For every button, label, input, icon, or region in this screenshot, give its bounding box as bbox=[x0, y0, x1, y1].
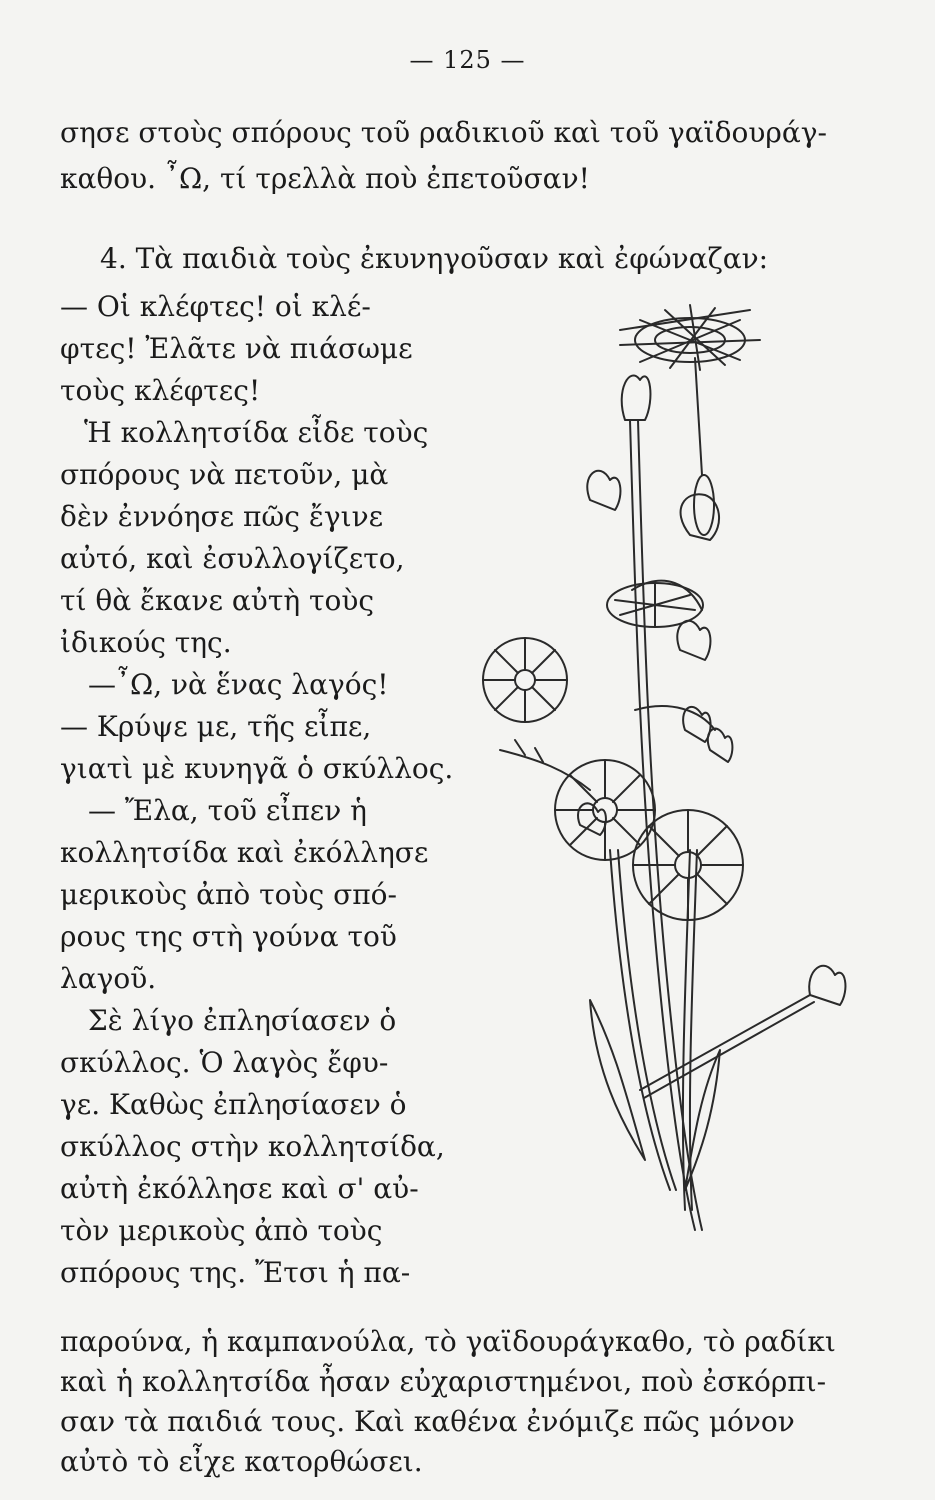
column-line: γε. Καθὼς ἐπλησίασεν ὁ bbox=[60, 1088, 407, 1121]
numbered-paragraph-line: 4. Τὰ παιδιὰ τοὺς ἐκυνηγοῦσαν καὶ ἐφώναζαν: bbox=[100, 242, 769, 275]
text-column bbox=[60, 286, 454, 1294]
chicory-plant-illustration bbox=[440, 290, 920, 1250]
column-line: κολλητσίδα καὶ ἐκόλλησε bbox=[60, 836, 429, 869]
page-number: — 125 — bbox=[409, 46, 526, 74]
column-line: —῏Ω, νὰ ἕνας λαγός! bbox=[88, 668, 389, 701]
column-line: σκύλλος στὴν κολλητσίδα, bbox=[60, 1130, 445, 1163]
column-line: σπόρους νὰ πετοῦν, μὰ bbox=[60, 458, 389, 491]
column-line: ρους της στὴ γούνα τοῦ bbox=[60, 920, 397, 953]
column-line: Σὲ λίγο ἐπλησίασεν ὁ bbox=[88, 1004, 397, 1037]
column-line: τὸν μερικοὺς ἀπὸ τοὺς bbox=[60, 1214, 383, 1247]
column-line: σκύλλος. Ὁ λαγὸς ἔφυ- bbox=[60, 1046, 389, 1079]
column-line: — Οἱ κλέφτες! οἱ κλέ- bbox=[60, 290, 371, 323]
column-line: δὲν ἐννόησε πῶς ἔγινε bbox=[60, 500, 384, 533]
column-line: — Κρύψε με, τῆς εἶπε, bbox=[60, 710, 372, 743]
column-line: τί θὰ ἔκανε αὐτὴ τοὺς bbox=[60, 584, 375, 617]
text-line-1: σησε στοὺς σπόρους τοῦ ραδικιοῦ καὶ τοῦ γαϊδουράγ- bbox=[60, 116, 827, 149]
column-line: λαγοῦ. bbox=[60, 962, 157, 995]
column-line: τοὺς κλέφτες! bbox=[60, 374, 261, 407]
column-line: — Ἔλα, τοῦ εἶπεν ἡ bbox=[88, 794, 367, 827]
column-line: φτες! Ἐλᾶτε νὰ πιάσωμε bbox=[60, 332, 413, 365]
flower-buds bbox=[578, 376, 845, 1005]
text-line-2: καθου. ῏Ω, τί τρελλὰ ποὺ ἐπετοῦσαν! bbox=[60, 162, 590, 195]
column-line: Ἡ κολλητσίδα εἶδε τοὺς bbox=[84, 416, 429, 449]
column-line: ἰδικούς της. bbox=[60, 626, 232, 659]
chicory-flowers bbox=[483, 494, 743, 920]
bottom-line: αὐτὸ τὸ εἶχε κατορθώσει. bbox=[60, 1445, 423, 1478]
bottom-line: καὶ ἡ κολλητσίδα ἦσαν εὐχαριστημένοι, ποὺ ἐσκόρπι- bbox=[60, 1365, 827, 1398]
column-line: αὐτὴ ἐκόλλησε καὶ σ' αὐ- bbox=[60, 1172, 419, 1205]
column-line: αὐτό, καὶ ἐσυλλογίζετο, bbox=[60, 542, 405, 575]
bottom-paragraph bbox=[60, 1322, 890, 1482]
column-line: γιατὶ μὲ κυνηγᾶ ὁ σκύλλος. bbox=[60, 752, 454, 785]
bottom-line: σαν τὰ παιδιά τους. Καὶ καθένα ἐνόμιζε πῶς μόνον bbox=[60, 1405, 795, 1438]
column-line: μερικοὺς ἀπὸ τοὺς σπό- bbox=[60, 878, 397, 911]
column-line: σπόρους της. Ἔτσι ἡ πα- bbox=[60, 1256, 411, 1289]
bottom-line: παρούνα, ἡ καμπανούλα, τὸ γαϊδουράγκαθο, τὸ ραδίκι bbox=[60, 1325, 836, 1358]
